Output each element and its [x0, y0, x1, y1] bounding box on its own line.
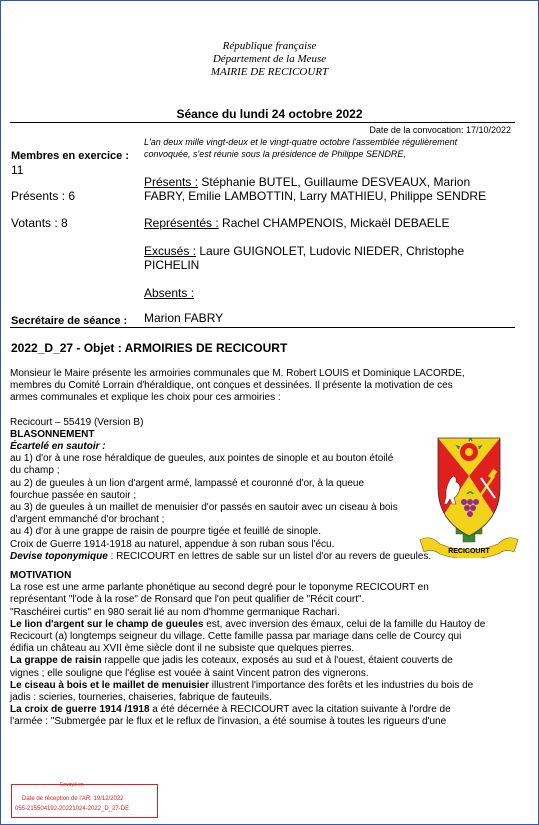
stamp-line-2: Date de réception de l'AR: 19/12/2022	[22, 796, 124, 802]
blason-line: au 2) de gueules à un lion d'argent armé, lampassé et couronné d'or, à la queue	[10, 477, 365, 489]
intro-paragraph-line: armes communales et explique les choix pour ces armoiries :	[10, 392, 281, 404]
votants-count: Votants : 8	[11, 216, 68, 230]
intro-line-1: L'an deux mille vingt-deux et le vingt-quatre octobre l'assemblée régulièrement	[144, 137, 458, 147]
ciseau-rest: illustrent l'importance des forêts et les industries du bois de	[208, 679, 474, 691]
blason-line: du champ ;	[10, 465, 60, 477]
raisin-line	[10, 655, 515, 667]
header-mairie: MAIRIE DE RECICOURT	[210, 66, 329, 78]
excuses-names-2: PICHELIN	[144, 258, 200, 272]
ciseau-line: jadis : scieries, tourneries, chaiseries, fabrique de fauteuils.	[10, 692, 272, 704]
coat-of-arms	[418, 432, 522, 558]
croix-line: l'armée : "Submergée par le flux et le reflux de l'invasion, a été soumise à toutes les rigueurs d'une	[10, 716, 447, 728]
divider	[10, 122, 515, 123]
intro-paragraph-line: membres du Comité Lorrain d'héraldique, ont conçues et dessinées. Il présente la motivation de ces	[10, 380, 453, 392]
reception-stamp	[11, 784, 158, 818]
blason-line: d'argent emmanché d'or brochant ;	[10, 514, 165, 526]
presents-label: Présents :	[144, 175, 199, 189]
devise-label: Devise toponymique	[10, 550, 108, 562]
header-departement: Département de la Meuse	[212, 53, 327, 65]
deliberation-title: 2022_D_27 - Objet : ARMOIRIES DE RECICOURT	[11, 341, 288, 355]
secretaire-label: Secrétaire de séance :	[11, 315, 128, 327]
blason-line: fourchue passée en sautoir ;	[10, 489, 137, 501]
lion-line: édifia un château au XVII ème siècle dont il ne subsiste que quelques pierres.	[10, 643, 355, 655]
ciseau-bold: Le ciseau à bois et le maillet de menuisier	[10, 679, 209, 691]
presents-count: Présents : 6	[11, 189, 76, 203]
presents-line-1	[144, 175, 470, 189]
lion-line: Recicourt (a) longtemps seigneur du village. Cette famille passa par mariage dans celle de Courcy qui	[10, 631, 462, 643]
motivation-heading: MOTIVATION	[10, 570, 72, 582]
intro-line-2: convoquée, s'est réunie sous la présidence de Philippe SENDRE,	[144, 149, 406, 159]
raisin-line: vignes ; elle souligne que l'église est vouée à saint Vincent patron des vignerons.	[10, 667, 369, 679]
ciseau-line	[10, 680, 515, 692]
excuses-label: Excusés :	[144, 244, 197, 258]
seance-title: Séance du lundi 24 octobre 2022	[176, 107, 363, 121]
croix-bold: La croix de guerre 1914 /1918	[10, 704, 150, 716]
blason-line: au 4) d'or à une grappe de raisin de pourpre tigée et feuillé de sinople.	[10, 526, 322, 538]
blason-line: au 1) d'or à une rose héraldique de gueules, aux pointes de sinople et au bouton étoilé	[10, 453, 394, 465]
intro-paragraph-line: Monsieur le Maire présente les armoiries communales que M. Robert LOUIS et Dominique LACORDE,	[10, 368, 465, 379]
representes-line	[144, 216, 449, 230]
representes-label: Représentés :	[144, 216, 219, 230]
lion-line	[10, 619, 515, 631]
representes-names: Rachel CHAMPENOIS, Mickaël DEBAELE	[218, 216, 450, 230]
membres-label: Membres en exercice :	[11, 150, 130, 162]
reference: Recicourt – 55419 (Version B)	[10, 416, 144, 428]
croix-line	[10, 704, 515, 716]
blason-line: au 3) de gueules à un maillet de menuisier d'or passés en sautoir avec un ciseau à bois	[10, 502, 398, 514]
blason-heading: BLASONNEMENT	[10, 428, 95, 440]
blason-line: Croix de Guerre 1914-1918 au naturel, appendue à son ruban sous l'écu.	[10, 538, 335, 550]
absents-label: Absents :	[144, 286, 195, 300]
raisin-bold: La grappe de raisin	[10, 655, 102, 667]
motivation-line: représentant "l'ode à la rose" de Ronsard que l'on peut qualifier de "Récit court".	[10, 594, 365, 606]
excuses-line-1	[144, 244, 464, 258]
presents-names-1: Stéphanie BUTEL, Guillaume DESVEAUX, Marion	[198, 175, 471, 189]
lion-rest: est, avec inversion des émaux, celui de la famille du Hautoy de	[203, 618, 486, 630]
stamp-line-3: 055-215504192-20221024-2022_D_27-DE	[15, 806, 130, 812]
excuses-names-1: Laure GUIGNOLET, Ludovic NIEDER, Christophe	[196, 244, 465, 258]
banner-text: RECICOURT	[448, 548, 490, 555]
croix-rest: a été décernée à RECICOURT avec la citation suivante à l'ordre de	[149, 704, 451, 716]
divider	[10, 327, 515, 328]
motivation-line: La rose est une arme parlante phonétique au second degré pour le toponyme RECICOURT en	[10, 582, 429, 594]
devise-text: : RECICOURT en lettres de sable sur un listel d'or au revers de gueules.	[107, 550, 432, 562]
membres-value: 11	[11, 163, 24, 177]
header-republique: République française	[222, 40, 317, 52]
motivation-line: "Raschéirei curtis" en 980 serait lié au nom d'homme germanique Rachari.	[10, 606, 340, 618]
presents-names-2: FABRY, Emilie LAMBOTTIN, Larry MATHIEU, Philippe SENDRE	[144, 189, 487, 203]
ecartele-label: Écartelé en sautoir :	[10, 441, 106, 453]
raisin-rest: rappelle que jadis les coteaux, exposés au sud et à l'ouest, étaient couverts de	[101, 655, 453, 667]
lion-bold: Le lion d'argent sur le champ de gueules	[10, 618, 204, 630]
secretaire-name: Marion FABRY	[144, 311, 224, 325]
stamp-line-1: Envoyé en	[60, 782, 84, 788]
convocation-date: Date de la convocation: 17/10/2022	[369, 125, 511, 135]
